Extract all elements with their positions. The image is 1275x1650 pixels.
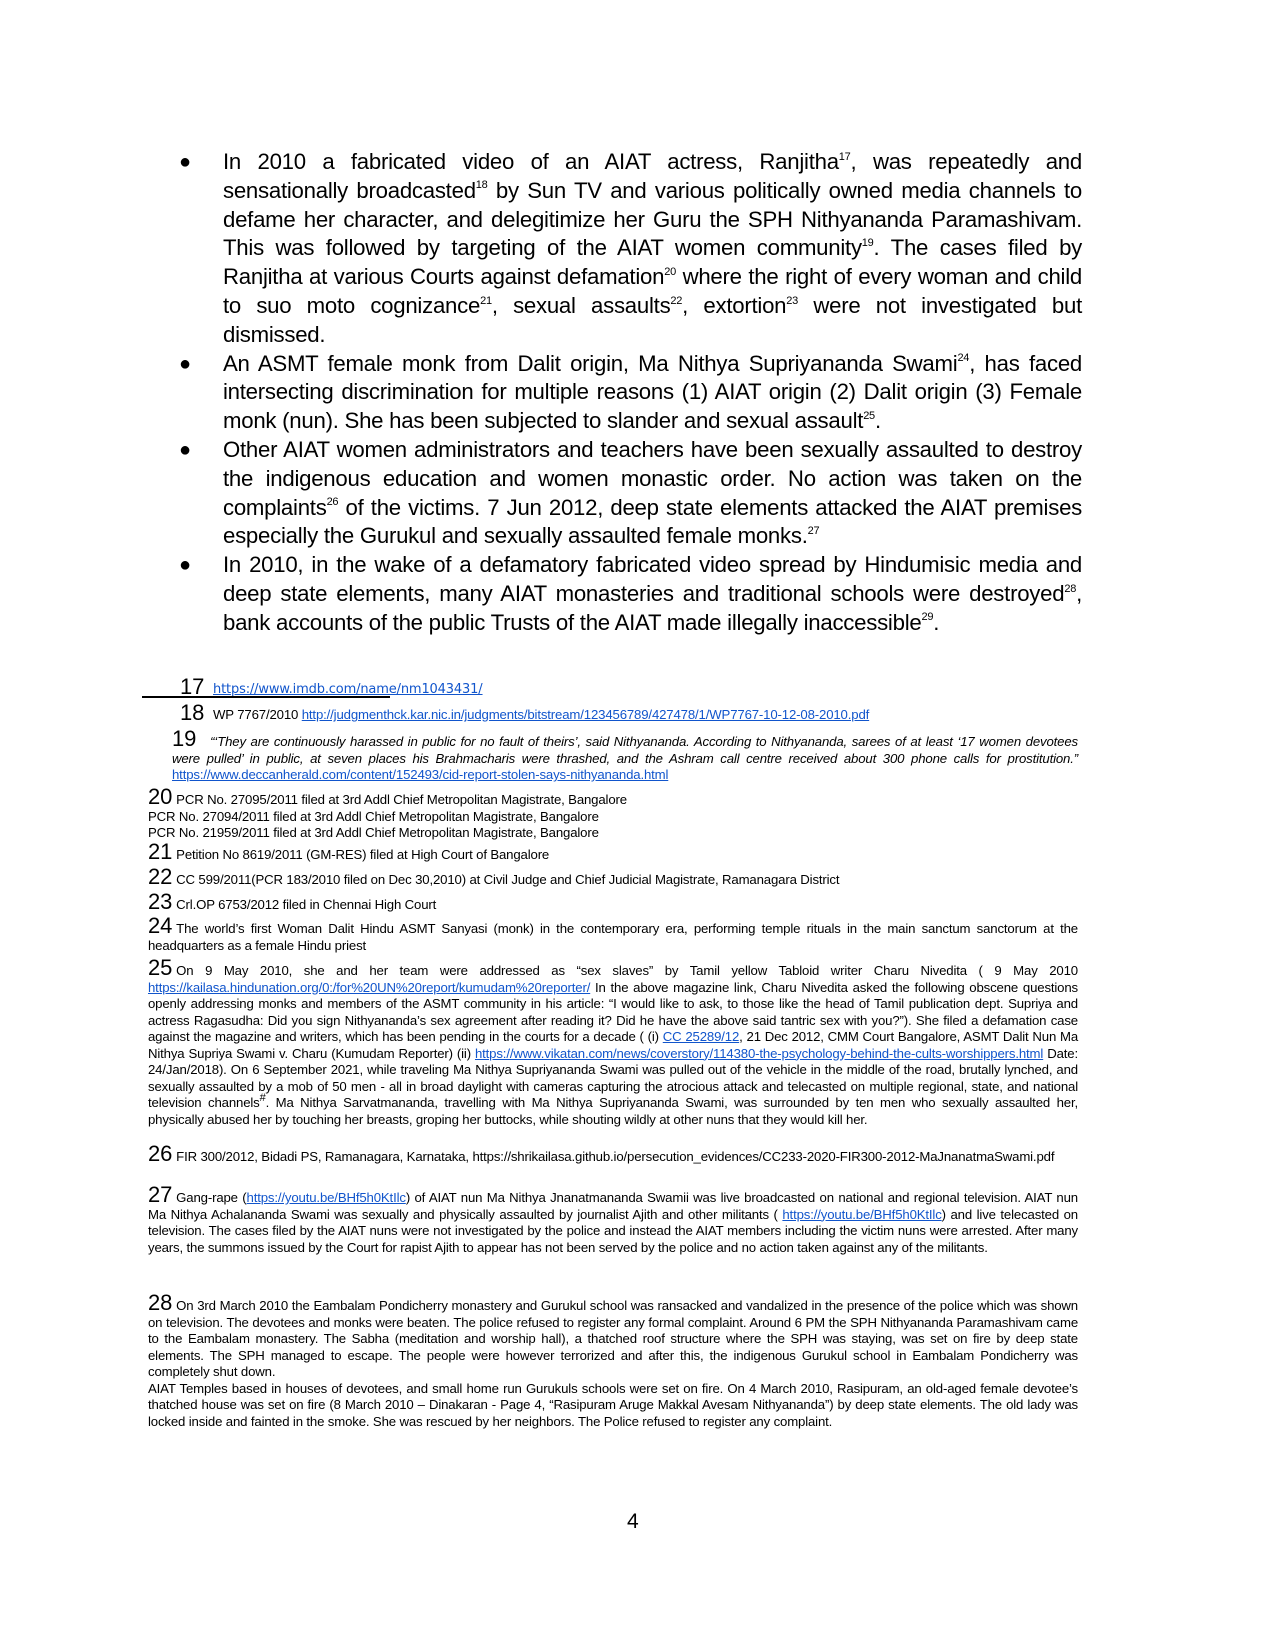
footnote-number: 22	[148, 864, 173, 889]
footnote-25	[148, 957, 1078, 1128]
footnote-number: 21	[148, 839, 173, 864]
footnote-17	[180, 676, 1080, 699]
main-bullet-list	[175, 148, 1082, 638]
footnote-text: Crl.OP 6753/2012 filed in Chennai High Court	[176, 897, 437, 912]
cc-case-link[interactable]: CC 25289/12	[662, 1029, 740, 1044]
footnote-ref[interactable]: 17	[838, 150, 851, 163]
bullet-dot-icon: ●	[179, 554, 191, 577]
bullet-item	[175, 148, 1082, 350]
footnote-text: Gang-rape (	[176, 1190, 247, 1205]
footnote-ref[interactable]: 28	[1064, 582, 1077, 595]
footnote-ref[interactable]: 20	[664, 265, 676, 278]
footnote-20	[148, 786, 1078, 842]
footnote-22	[148, 866, 1078, 889]
footnote-text: The world’s first Woman Dalit Hindu ASMT Sanyasi (monk) in the contemporary era, performing temple rituals in the main sanctum sanctorum at the headquarters as a female Hindu priest	[148, 921, 1078, 953]
footnote-line: PCR No. 27095/2011 filed at 3rd Addl Chief Metropolitan Magistrate, Bangalore	[176, 792, 627, 807]
page-number: 4	[627, 1510, 639, 1533]
footnote-28	[148, 1292, 1078, 1430]
footnote-ref[interactable]: 27	[807, 524, 820, 537]
footnote-link[interactable]: http://judgmenthck.kar.nic.in/judgments/bitstream/123456789/427478/1/WP7767-10-12-08-2010.pdf	[301, 707, 870, 722]
bullet-item	[175, 551, 1082, 637]
bullet-dot-icon: ●	[179, 352, 191, 375]
footnote-text: , 21 Dec 2012, CMM Court Bangalore, ASMT Dalit Nun Ma Nithya Supriya Swami v. Charu (Kumudam Reporter) (ii)	[148, 1029, 1078, 1061]
footnote-18	[180, 702, 1080, 724]
footnote-text: FIR 300/2012, Bidadi PS, Ramanagara, Karnataka, https://shrikailasa.github.io/persecution_evidences/CC233-2020-FIR300-2012-MaJnanatmaSwami.pdf	[176, 1149, 1055, 1164]
footnote-number: 18	[180, 700, 205, 725]
bullet-text: An ASMT female monk from Dalit origin, Ma Nithya Supriyananda Swami$^{24}$, has faced intersecting discrimination for multiple reasons (1) AIAT origin (2) Dalit origin (3) Female monk (nun). She has been subjected to slander and sexual assault$^{25}$.	[223, 350, 1083, 434]
footnote-number: 28	[148, 1290, 173, 1315]
youtube-link[interactable]: https://youtu.be/BHf5h0KtIlc	[782, 1206, 942, 1222]
bullet-item	[175, 436, 1082, 551]
footnote-number: 23	[148, 889, 173, 914]
vikatan-link[interactable]: https://www.vikatan.com/news/coverstory/114380-the-psychology-behind-the-cults-worshippers.html	[474, 1045, 1044, 1061]
footnote-ref[interactable]: 25	[863, 409, 875, 422]
footnote-text: Date: 24/Jan/2018). On 6 September 2021, while traveling Ma Nithya Supriyananda Swami was pulled out of the vehicle in the middle of the road, brutally lynched, and sexually assaulted by a mob of 50 men - all in broad daylight with cameras capturing the atrocious attack and telecasted on multiple regional, state, and national television channels	[148, 1045, 1078, 1110]
footnote-text: On 9 May 2010, she and her team were addressed as “sex slaves” by Tamil yellow Tabloid writer Charu Nivedita ( 9 May 2010	[176, 963, 1078, 978]
footnote-line: PCR No. 21959/2011 filed at 3rd Addl Chief Metropolitan Magistrate, Bangalore	[148, 825, 599, 840]
footnote-23	[148, 891, 1078, 914]
footnote-ref[interactable]: 24	[957, 352, 970, 365]
footnote-number: 25	[148, 955, 173, 980]
footnote-text: AIAT Temples based in houses of devotees, and small home run Gurukuls schools were set on fire. On 4 March 2010, Rasipuram, an old-aged female devotee’s thatched house was set on fire (8 March 2010 – Dinakaran - Page 4, “Rasipuram Aruge Makkal Avesam Nithyananda”) by deep state elements. The old lady was locked inside and fainted in the smoke. She was rescued by her neighbors. The Police refused to register any complaint.	[148, 1380, 1078, 1429]
footnote-19	[172, 728, 1078, 784]
footnote-text: Petition No 8619/2011 (GM-RES) filed at High Court of Bangalore	[176, 847, 550, 862]
bullet-text: In 2010 a fabricated video of an AIAT actress, Ranjitha$^{17}$, was repeatedly and sensationally broadcasted$^{18}$ by Sun TV and various politically owned media channels to defame her character, and delegitimize her Guru the SPH Nithyananda Paramashivam. This was followed by targeting of the AIAT women community$^{19}$. The cases filed by Ranjitha at various Courts against defamation$^{20}$ where the right of every woman and child to suo moto cognizance$^{21}$, sexual assaults$^{22}$, extortion$^{23}$ were not investigated but dismissed.	[223, 149, 1083, 347]
bullet-item	[175, 350, 1082, 436]
footnote-number: 27	[148, 1182, 173, 1207]
footnote-ref[interactable]: 18	[475, 179, 488, 192]
footnote-ref[interactable]: 26	[326, 496, 339, 509]
footnote-ref[interactable]: 19	[861, 237, 874, 249]
footnote-ref[interactable]: 29	[921, 611, 934, 624]
footnote-text: On 3rd March 2010 the Eambalam Pondicherry monastery and Gurukul school was ransacked and vandalized in the presence of the police which was shown on television. The devotees and monks were beaten. The police refused to register any formal complaint. Around 6 PM the SPH Nithyananda Paramashivam came to the Eambalam monastery. The Sabha (meditation and worship hall), a thatched roof structure where the SPH was staying, was set on fire by deep state elements. The SPH managed to escape. The people were however terrorized and after this, the indigenous Gurukul school in Eambalam Pondicherry was completely shut down.	[148, 1298, 1078, 1379]
footnote-27	[148, 1184, 1078, 1256]
footnote-text: . Ma Nithya Sarvatmananda, travelling with Ma Nithya Supriyananda Swami, was surrounded by ten men who sexually assaulted her, physically abused her by touching her breasts, groping her buttocks, while shouting wildly at other nuns that they would kill her.	[148, 1095, 1078, 1127]
footnote-ref[interactable]: 23	[786, 294, 799, 307]
footnote-text: ) and live telecasted on television. The cases filed by the AIAT nuns were not investigated by the police and instead the AIAT members including the victim nuns were arrested. After many years, the summons issued by the Court for rapist Ajith to appear has not been served by the police and no action taken against any of the militants.	[148, 1206, 1078, 1255]
footnote-link[interactable]: https://www.imdb.com/name/nm1043431/	[213, 682, 483, 697]
bullet-text: In 2010, in the wake of a defamatory fabricated video spread by Hindumisic media and deep state elements, many AIAT monasteries and traditional schools were destroyed$^{28}$, bank accounts of the public Trusts of the AIAT made illegally inaccessible$^{29}$.	[223, 552, 1082, 635]
footnote-text: ) of AIAT nun Ma Nithya Jnanatmananda Swamii was live broadcasted on national and regional television. AIAT nun Ma Nithya Achalananda Swami was sexually and physically assaulted by journalist Ajith and other militants (	[148, 1190, 1078, 1222]
footnote-number: 19	[172, 726, 197, 751]
footnote-24	[148, 915, 1078, 954]
footnote-text: “‘They are continuously harassed in public for no fault of theirs’, said Nithyananda. According to Nithyananda, sarees of at least ‘17 women devotees were pulled’ in public, at seven places his Brahmacharis were thrashed, and the Ashram call centre received about 300 phone calls for prostitution.”	[172, 734, 1078, 766]
footnote-ref[interactable]: 22	[670, 294, 683, 307]
footnote-marker: #	[259, 1091, 266, 1104]
footnote-26	[148, 1143, 1078, 1166]
bullet-text: Other AIAT women administrators and teachers have been sexually assaulted to destroy the indigenous education and women monastic order. No action was taken on the complaints$^{26}$ of the victims. 7 Jun 2012, deep state elements attacked the AIAT premises especially the Gurukul and sexually assaulted female monks.$^{27}$	[223, 436, 1082, 549]
youtube-link[interactable]: https://youtu.be/BHf5h0KtIlc	[246, 1190, 406, 1205]
footnote-number: 17	[180, 674, 205, 699]
footnote-text: In the above magazine link, Charu Nivedita asked the following obscene questions openly addressing monks and members of the ASMT community in his article: “I would like to ask, to those like the head of Tamil publication dept. Supriya and actress Ragasudha: Did you sign Nithyananda’s sex agreement after reading it? Did he have the above said tantric sex with you?”). She filed a defamation case against the magazine and writers, which has been pending in the courts for a decade ( (i)	[148, 979, 1078, 1044]
footnote-text: CC 599/2011(PCR 183/2010 filed on Dec 30,2010) at Civil Judge and Chief Judicial Magistrate, Ramanagara District	[176, 872, 840, 887]
footnote-21	[148, 841, 1078, 864]
footnote-link[interactable]: https://www.deccanherald.com/content/152493/cid-report-stolen-says-nithyananda.html	[172, 767, 669, 782]
kailasa-link[interactable]: https://kailasa.hindunation.org/0:/for%20UN%20report/kumudam%20reporter/	[148, 979, 591, 995]
footnote-number: 20	[148, 784, 173, 809]
bullet-dot-icon: ●	[179, 151, 191, 173]
footnote-line: PCR No. 27094/2011 filed at 3rd Addl Chief Metropolitan Magistrate, Bangalore	[148, 808, 599, 824]
footnote-ref[interactable]: 21	[480, 294, 492, 307]
bullet-dot-icon: ●	[179, 438, 191, 461]
footnote-text: WP 7767/2010	[213, 707, 302, 722]
footnote-number: 26	[148, 1141, 173, 1166]
footnote-number: 24	[148, 913, 173, 938]
